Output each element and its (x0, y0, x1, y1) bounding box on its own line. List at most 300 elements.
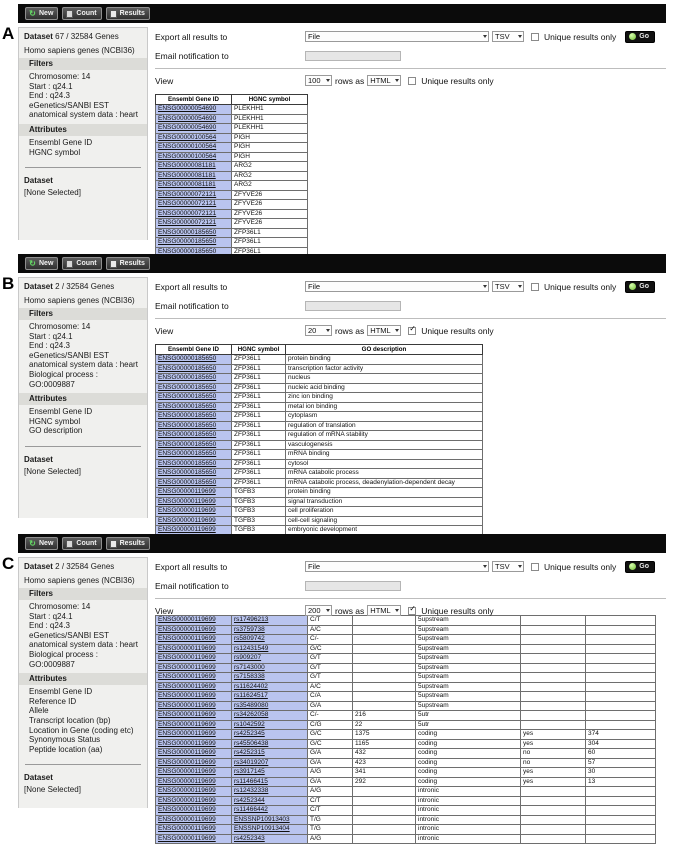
toolbar-b (18, 254, 666, 273)
table-cell-link[interactable]: rs11624517 (232, 692, 308, 702)
table-cell (586, 825, 656, 835)
table-cell: yes (521, 730, 586, 740)
panel-c-body (18, 557, 666, 842)
new-button-label: New (39, 10, 54, 17)
table-cell: 22 (353, 720, 416, 730)
table-cell-link[interactable]: rs7143000 (232, 663, 308, 673)
export-format-select[interactable] (492, 281, 524, 292)
table-row (156, 355, 483, 365)
table-cell-link[interactable]: rs45506438 (232, 739, 308, 749)
filter-item: Biological process : (29, 649, 98, 659)
new-button[interactable] (25, 257, 58, 270)
table-cell: vasculogenesis (286, 440, 483, 450)
count-button[interactable] (62, 7, 101, 20)
table-row (156, 701, 656, 711)
table-cell-link[interactable]: ENSG00000119699 (156, 692, 232, 702)
table-row (156, 171, 308, 181)
table-cell: 374 (586, 730, 656, 740)
table-row (156, 450, 483, 460)
table-cell-link[interactable]: rs4252344 (232, 796, 308, 806)
dataset-footer-label: Dataset (24, 773, 53, 783)
table-cell: coding (416, 777, 521, 787)
table-cell-link[interactable]: ENSG00000119699 (156, 815, 232, 825)
table-cell: PIGH (232, 152, 308, 162)
table-cell-link[interactable]: ENSG00000119699 (156, 526, 232, 536)
table-row (156, 181, 308, 191)
new-button[interactable] (25, 7, 58, 20)
table-cell-link[interactable]: rs11466415 (232, 777, 308, 787)
table-cell-link[interactable]: rs909207 (232, 654, 308, 664)
results-button[interactable] (106, 7, 150, 20)
rows-as-label: rows as (335, 605, 365, 616)
attribute-item: Allele (29, 706, 49, 716)
email-row (155, 296, 666, 315)
table-cell (521, 616, 586, 626)
table-cell-link[interactable]: ENSG00000119699 (156, 730, 232, 740)
table-cell-link[interactable]: rs5809742 (232, 635, 308, 645)
table-cell-link[interactable]: rs3917145 (232, 768, 308, 778)
table-row (156, 654, 656, 664)
filter-item: End : q24.3 (29, 621, 70, 631)
table-cell-link[interactable]: ENSG00000072121 (156, 219, 232, 229)
sidebar-c (18, 557, 148, 808)
email-label: Email notification to (155, 300, 229, 311)
table-cell: cytosol (286, 459, 483, 469)
table-cell-link[interactable]: ENSG00000185650 (156, 228, 232, 238)
table-cell: 432 (353, 749, 416, 759)
table-cell (586, 644, 656, 654)
table-cell-link[interactable]: ENSG00000119699 (156, 768, 232, 778)
table-cell (586, 834, 656, 844)
table-cell-link[interactable]: ENSG00000185650 (156, 450, 232, 460)
table-cell: ARG2 (232, 181, 308, 191)
table-cell: 5upstream (416, 701, 521, 711)
table-cell (353, 635, 416, 645)
attribute-item: HGNC symbol (29, 416, 81, 426)
table-cell-link[interactable]: ENSG00000185650 (156, 355, 232, 365)
filter-item: Start : q24.1 (29, 81, 73, 91)
table-cell (353, 616, 416, 626)
table-cell (586, 711, 656, 721)
go-button-label: Go (639, 563, 650, 570)
table-cell: T/G (308, 825, 353, 835)
email-input[interactable] (305, 581, 401, 591)
table-cell: 5utr (416, 711, 521, 721)
table-cell-link[interactable]: rs17496213 (232, 616, 308, 626)
table-cell: ZFYVE26 (232, 219, 308, 229)
table-cell (586, 815, 656, 825)
table-cell: ZFP36L1 (232, 421, 286, 431)
sidebar-dataset-summary (19, 278, 147, 292)
view-format-select[interactable] (367, 325, 401, 336)
count-button[interactable] (62, 537, 101, 550)
table-cell-link[interactable]: ENSG00000185650 (156, 238, 232, 248)
export-unique-checkbox[interactable] (531, 563, 539, 571)
attributes-list (19, 136, 147, 159)
table-cell: 57 (586, 758, 656, 768)
table-row (156, 238, 308, 248)
table-cell: C/- (308, 711, 353, 721)
table-cell: G/A (308, 758, 353, 768)
email-input[interactable] (305, 51, 401, 61)
table-cell (521, 663, 586, 673)
view-unique-checkbox[interactable] (408, 607, 416, 615)
table-cell: mRNA catabolic process, deadenylation-dependent decay (286, 478, 483, 488)
table-cell: cytoplasm (286, 412, 483, 422)
table-cell (586, 701, 656, 711)
table-cell-link[interactable]: ENSG00000119699 (156, 654, 232, 664)
table-cell-link[interactable]: ENSG00000185650 (156, 469, 232, 479)
table-cell-link[interactable]: rs12431549 (232, 644, 308, 654)
dataset-count: 2 / 32584 Genes (55, 562, 115, 571)
results-table-wrapper-c[interactable] (155, 615, 666, 842)
table-cell: C/G (308, 720, 353, 730)
table-row (156, 478, 483, 488)
view-rows-select[interactable] (305, 325, 332, 336)
table-cell-link[interactable]: ENSG00000119699 (156, 758, 232, 768)
table-cell (353, 701, 416, 711)
table-cell: 5upstream (416, 625, 521, 635)
attributes-header: Attributes (19, 393, 147, 405)
table-cell: G/C (308, 730, 353, 740)
table-cell-link[interactable]: ENSG00000081181 (156, 171, 232, 181)
go-button[interactable] (625, 281, 655, 293)
table-cell: 341 (353, 768, 416, 778)
table-cell-link[interactable]: ENSG00000119699 (156, 720, 232, 730)
table-cell-link[interactable]: ENSG00000119699 (156, 616, 232, 626)
results-button[interactable] (106, 257, 150, 270)
attribute-item: Transcript location (bp) (29, 715, 111, 725)
view-rows-select[interactable] (305, 75, 332, 86)
table-cell: PIGH (232, 133, 308, 143)
table-cell-link[interactable]: ENSG00000054690 (156, 124, 232, 134)
results-button[interactable] (106, 537, 150, 550)
table-row (156, 412, 483, 422)
table-cell-link[interactable]: rs35489080 (232, 701, 308, 711)
table-cell: ARG2 (232, 162, 308, 172)
view-row (155, 321, 666, 340)
table-cell: ZFP36L1 (232, 478, 286, 488)
new-button[interactable] (25, 537, 58, 550)
table-cell-link[interactable]: rs4252345 (232, 730, 308, 740)
dataset-label: Dataset (24, 32, 53, 41)
table-cell-link[interactable]: ENSG00000100564 (156, 152, 232, 162)
table-cell: G/T (308, 663, 353, 673)
export-format-select[interactable] (492, 561, 524, 572)
table-cell: 5upstream (416, 654, 521, 664)
table-cell (521, 654, 586, 664)
table-cell-link[interactable]: ENSG00000119699 (156, 834, 232, 844)
table-cell-link[interactable]: rs4252315 (232, 749, 308, 759)
table-row (156, 625, 656, 635)
table-cell-link[interactable]: ENSSNP10913404 (232, 825, 308, 835)
table-cell-link[interactable]: ENSG00000072121 (156, 209, 232, 219)
table-row (156, 815, 656, 825)
table-cell-link[interactable]: ENSG00000185650 (156, 431, 232, 441)
table-cell: mRNA binding (286, 450, 483, 460)
export-destination-select[interactable] (305, 31, 489, 42)
table-cell-link[interactable]: rs11624402 (232, 682, 308, 692)
table-row (156, 133, 308, 143)
email-row (155, 46, 666, 65)
main-a (149, 27, 666, 255)
export-unique-checkbox[interactable] (531, 33, 539, 41)
table-cell-link[interactable]: ENSG00000119699 (156, 825, 232, 835)
table-cell-link[interactable]: ENSG00000119699 (156, 488, 232, 498)
view-label: View (155, 75, 174, 86)
table-cell: ZFP36L1 (232, 450, 286, 460)
table-cell (521, 711, 586, 721)
table-cell: yes (521, 777, 586, 787)
table-cell (586, 692, 656, 702)
table-cell: G/T (308, 654, 353, 664)
dataset-footer-value: [None Selected] (24, 466, 81, 476)
table-cell-link[interactable]: ENSG00000185650 (156, 247, 232, 257)
results-table-wrapper-a[interactable] (155, 94, 666, 255)
table-row (156, 825, 656, 835)
table-cell-link[interactable]: ENSG00000100564 (156, 143, 232, 153)
table-row (156, 421, 483, 431)
table-cell-link[interactable]: ENSG00000185650 (156, 478, 232, 488)
table-cell-link[interactable]: ENSG00000185650 (156, 374, 232, 384)
go-dot-icon (629, 33, 636, 40)
panel-c (0, 530, 685, 842)
col-header: HGNC symbol (232, 345, 286, 355)
table-row (156, 402, 483, 412)
email-label: Email notification to (155, 50, 229, 61)
table-cell-link[interactable]: ENSG00000119699 (156, 796, 232, 806)
panel-letter-b: B (2, 274, 14, 293)
table-cell-link[interactable]: ENSG00000185650 (156, 440, 232, 450)
table-cell: intronic (416, 806, 521, 816)
table-cell (586, 796, 656, 806)
table-cell (521, 815, 586, 825)
export-unique-label: Unique results only (544, 31, 617, 42)
page-icon (66, 260, 73, 268)
view-unique-checkbox[interactable] (408, 77, 416, 85)
table-cell-link[interactable]: ENSG00000119699 (156, 806, 232, 816)
panel-b (0, 250, 685, 533)
table-row (156, 105, 308, 115)
refresh-icon: ↻ (29, 258, 36, 268)
go-button-label: Go (639, 33, 650, 40)
table-cell: regulation of mRNA stability (286, 431, 483, 441)
table-cell-link[interactable]: rs11466442 (232, 806, 308, 816)
view-label: View (155, 605, 174, 616)
count-button[interactable] (62, 257, 101, 270)
filter-item: Chromosome: 14 (29, 72, 91, 81)
table-cell (353, 625, 416, 635)
go-button[interactable] (625, 31, 655, 43)
table-cell: PLEKHH1 (232, 114, 308, 124)
filter-item: eGenetics/SANBI EST (29, 100, 110, 110)
table-cell-link[interactable]: ENSG00000100564 (156, 133, 232, 143)
table-cell-link[interactable]: ENSG00000185650 (156, 383, 232, 393)
table-cell: TGFB3 (232, 488, 286, 498)
table-cell-link[interactable]: ENSG00000081181 (156, 162, 232, 172)
table-row (156, 711, 656, 721)
table-cell (521, 834, 586, 844)
table-cell-link[interactable]: ENSG00000185650 (156, 421, 232, 431)
section-divider (155, 318, 666, 319)
table-cell (353, 787, 416, 797)
table-cell-link[interactable]: ENSG00000119699 (156, 644, 232, 654)
dataset-footer-value: [None Selected] (24, 785, 81, 795)
table-cell: 5upstream (416, 616, 521, 626)
filter-item: anatomical system data : heart (29, 360, 138, 370)
table-cell-link[interactable]: ENSG00000072121 (156, 200, 232, 210)
table-row (156, 616, 656, 626)
table-cell-link[interactable]: ENSG00000119699 (156, 787, 232, 797)
toolbar-c (18, 534, 666, 553)
table-cell: signal transduction (286, 497, 483, 507)
table-row (156, 739, 656, 749)
go-button[interactable] (625, 561, 655, 573)
results-table-b (155, 344, 483, 545)
attribute-item: Ensembl Gene ID (29, 687, 93, 697)
table-cell (353, 682, 416, 692)
table-cell: G/T (308, 673, 353, 683)
table-cell: TGFB3 (232, 497, 286, 507)
table-cell-link[interactable]: ENSG00000054690 (156, 105, 232, 115)
panel-a-body (18, 27, 666, 255)
table-cell: no (521, 758, 586, 768)
table-cell-link[interactable]: ENSG00000119699 (156, 682, 232, 692)
table-cell: 1375 (353, 730, 416, 740)
table-cell (586, 616, 656, 626)
table-cell-link[interactable]: ENSG00000119699 (156, 673, 232, 683)
table-cell-link[interactable]: ENSG00000119699 (156, 507, 232, 517)
table-cell (353, 654, 416, 664)
table-row (156, 488, 483, 498)
table-cell-link[interactable]: ENSG00000185650 (156, 459, 232, 469)
view-unique-checkbox[interactable] (408, 327, 416, 335)
table-cell (521, 625, 586, 635)
export-destination-select[interactable] (305, 281, 489, 292)
filter-item: anatomical system data : heart (29, 110, 138, 120)
table-cell: G/A (308, 777, 353, 787)
results-table-a (155, 94, 308, 257)
table-cell: ZFP36L1 (232, 247, 308, 257)
table-cell-link[interactable]: ENSG00000185650 (156, 364, 232, 374)
main-b (149, 277, 666, 533)
export-label: Export all results to (155, 561, 228, 572)
filter-item: Start : q24.1 (29, 611, 73, 621)
table-cell: C/T (308, 806, 353, 816)
view-unique-label: Unique results only (421, 605, 494, 616)
table-cell: 5upstream (416, 644, 521, 654)
table-cell: ARG2 (232, 171, 308, 181)
panel-b-body (18, 277, 666, 533)
results-page-icon (110, 260, 117, 268)
table-cell-link[interactable]: rs7158338 (232, 673, 308, 683)
refresh-icon: ↻ (29, 8, 36, 18)
results-table-wrapper-b[interactable] (155, 344, 666, 549)
table-row (156, 440, 483, 450)
table-cell (353, 815, 416, 825)
table-row (156, 768, 656, 778)
table-cell (586, 806, 656, 816)
export-unique-checkbox[interactable] (531, 283, 539, 291)
table-cell-link[interactable]: ENSG00000119699 (156, 711, 232, 721)
table-cell: A/G (308, 787, 353, 797)
table-cell-link[interactable]: ENSG00000119699 (156, 749, 232, 759)
table-row (156, 431, 483, 441)
count-button-label: Count (76, 260, 97, 267)
table-cell-link[interactable]: ENSG00000119699 (156, 739, 232, 749)
table-cell: coding (416, 758, 521, 768)
table-cell-link[interactable]: rs34262058 (232, 711, 308, 721)
table-cell-link[interactable]: ENSG00000119699 (156, 625, 232, 635)
table-cell: C/A (308, 692, 353, 702)
dataset-count: 67 / 32584 Genes (55, 32, 119, 41)
table-cell: G/C (308, 739, 353, 749)
table-cell (521, 673, 586, 683)
table-cell-link[interactable]: ENSG00000119699 (156, 497, 232, 507)
export-destination-select[interactable] (305, 561, 489, 572)
table-cell: mRNA catabolic process (286, 469, 483, 479)
table-cell-link[interactable]: ENSG00000119699 (156, 701, 232, 711)
table-cell-link[interactable]: ENSG00000119699 (156, 777, 232, 787)
table-cell-link[interactable]: ENSG00000119699 (156, 516, 232, 526)
table-cell (353, 644, 416, 654)
view-format-select[interactable] (367, 75, 401, 86)
table-cell: ZFP36L1 (232, 431, 286, 441)
view-rows-select[interactable] (305, 605, 332, 616)
table-cell-link[interactable]: rs12432338 (232, 787, 308, 797)
table-cell-link[interactable]: ENSG00000072121 (156, 190, 232, 200)
attribute-item: Ensembl Gene ID (29, 407, 93, 417)
table-row (156, 459, 483, 469)
table-body-a (156, 105, 308, 257)
table-cell-link[interactable]: rs3759738 (232, 625, 308, 635)
table-row (156, 787, 656, 797)
table-row (156, 219, 308, 229)
table-cell-link[interactable]: ENSG00000119699 (156, 635, 232, 645)
attribute-item: Peptide location (aa) (29, 744, 103, 754)
table-cell-link[interactable]: ENSG00000119699 (156, 663, 232, 673)
table-cell: G/C (308, 644, 353, 654)
view-row (155, 71, 666, 90)
table-cell-link[interactable]: rs4252343 (232, 834, 308, 844)
export-format-select[interactable] (492, 31, 524, 42)
table-cell: zinc ion binding (286, 393, 483, 403)
table-cell (521, 787, 586, 797)
table-row (156, 730, 656, 740)
table-row (156, 124, 308, 134)
email-input[interactable] (305, 301, 401, 311)
table-cell-link[interactable]: ENSG00000185650 (156, 402, 232, 412)
table-cell-link[interactable]: ENSG00000185650 (156, 412, 232, 422)
filters-list (19, 70, 147, 122)
table-cell-link[interactable]: ENSG00000081181 (156, 181, 232, 191)
table-row (156, 152, 308, 162)
attribute-item: GO description (29, 426, 83, 436)
table-cell (521, 692, 586, 702)
table-cell-link[interactable]: ENSG00000054690 (156, 114, 232, 124)
table-cell-link[interactable]: rs34019207 (232, 758, 308, 768)
table-cell-link[interactable]: ENSSNP10913403 (232, 815, 308, 825)
table-cell (586, 682, 656, 692)
attribute-item: Reference ID (29, 696, 77, 706)
table-cell-link[interactable]: ENSG00000185650 (156, 393, 232, 403)
table-cell: ZFYVE26 (232, 200, 308, 210)
view-format-select[interactable] (367, 605, 401, 616)
table-body-b (156, 355, 483, 545)
results-button-label: Results (119, 10, 145, 17)
table-cell-link[interactable]: rs1042592 (232, 720, 308, 730)
table-cell: A/C (308, 682, 353, 692)
